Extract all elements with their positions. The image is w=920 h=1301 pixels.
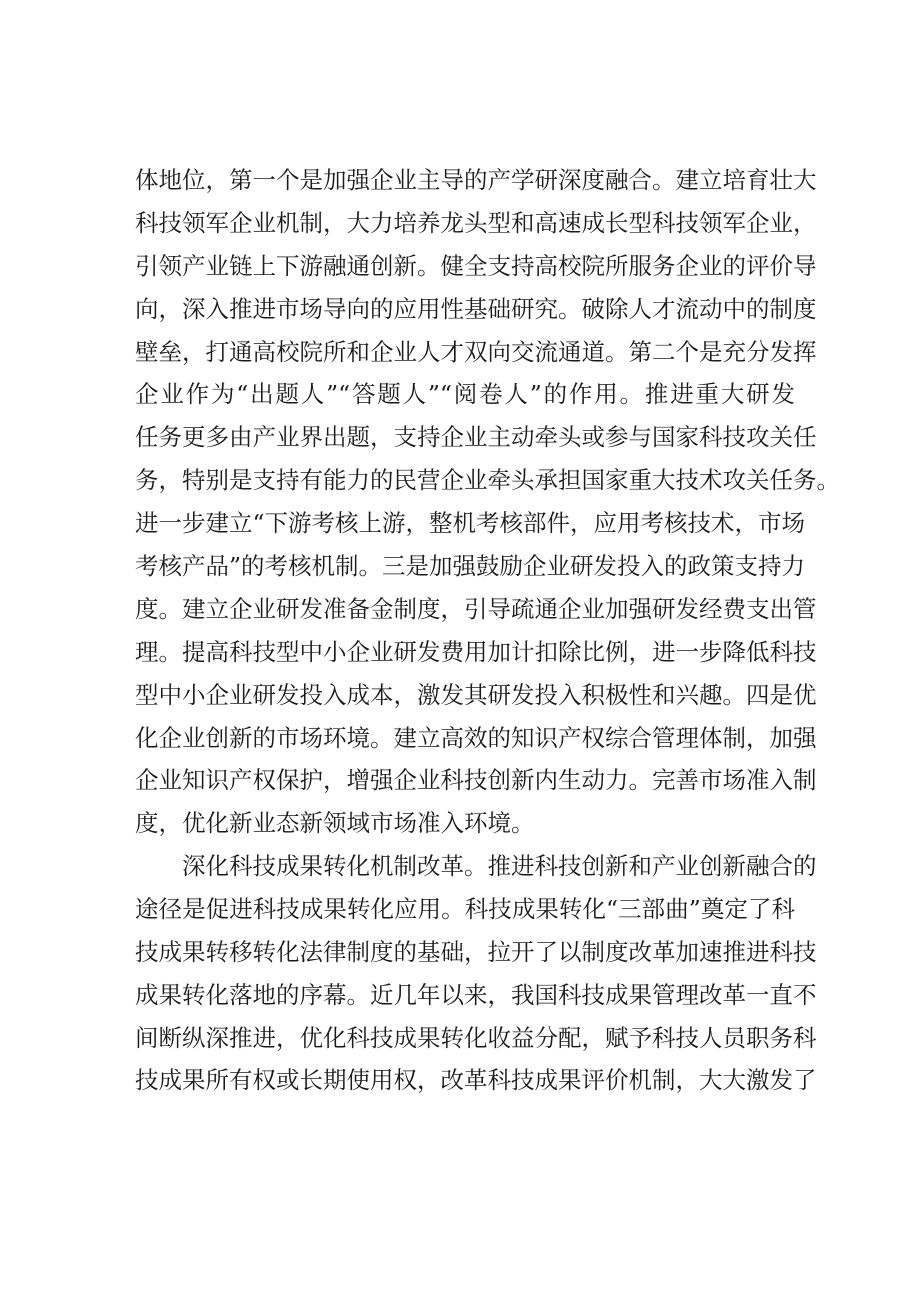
text-line: 型中小企业研发投入成本，激发其研发投入积极性和兴趣。四是优 [135, 680, 817, 709]
text-line: 务，特别是支持有能力的民营企业牵头承担国家重大技术攻关任务。 [135, 466, 840, 495]
text-line: 途径是促进科技成果转化应用。科技成果转化“三部曲”奠定了科 [135, 894, 795, 923]
text-line: 向，深入推进市场导向的应用性基础研究。破除人才流动中的制度 [135, 294, 817, 323]
text-line: 度。建立企业研发准备金制度，引导疏通企业加强研发经费支出管 [135, 594, 817, 623]
text-line: 壁垒，打通高校院所和企业人才双向交流通道。第二个是充分发挥 [135, 337, 817, 366]
paragraph-1 [135, 159, 840, 845]
paragraph-2 [135, 845, 817, 1102]
text-line: 度，优化新业态新领域市场准入环境。 [135, 809, 535, 838]
text-line: 任务更多由产业界出题，支持企业主动牵头或参与国家科技攻关任 [135, 423, 817, 452]
text-line: 化企业创新的市场环境。建立高效的知识产权综合管理体制，加强 [135, 723, 817, 752]
text-line: 体地位，第一个是加强企业主导的产学研深度融合。建立培育壮大 [135, 166, 817, 194]
text-line: 引领产业链上下游融通创新。健全支持高校院所服务企业的评价导 [135, 251, 817, 280]
text-line: 企业作为“出题人”“答题人”“阅卷人”的作用。推进重大研发 [135, 380, 795, 409]
text-line: 间断纵深推进，优化科技成果转化收益分配，赋予科技人员职务科 [135, 1023, 817, 1052]
text-line: 技成果转移转化法律制度的基础，拉开了以制度改革加速推进科技 [135, 937, 817, 966]
text-line: 考核产品”的考核机制。三是加强鼓励企业研发投入的政策支持力 [135, 552, 806, 581]
text-line: 技成果所有权或长期使用权，改革科技成果评价机制，大大激发了 [135, 1066, 817, 1095]
text-line: 理。提高科技型中小企业研发费用加计扣除比例，进一步降低科技 [135, 637, 817, 666]
text-line: 企业知识产权保护，增强企业科技创新内生动力。完善市场准入制 [135, 766, 817, 795]
text-line: 深化科技成果转化机制改革。推进科技创新和产业创新融合的 [182, 852, 817, 880]
text-line: 进一步建立“下游考核上游，整机考核部件，应用考核技术，市场 [135, 509, 806, 538]
text-line: 成果转化落地的序幕。近几年以来，我国科技成果管理改革一直不 [135, 980, 817, 1009]
text-line: 科技领军企业机制，大力培养龙头型和高速成长型科技领军企业， [135, 208, 817, 237]
